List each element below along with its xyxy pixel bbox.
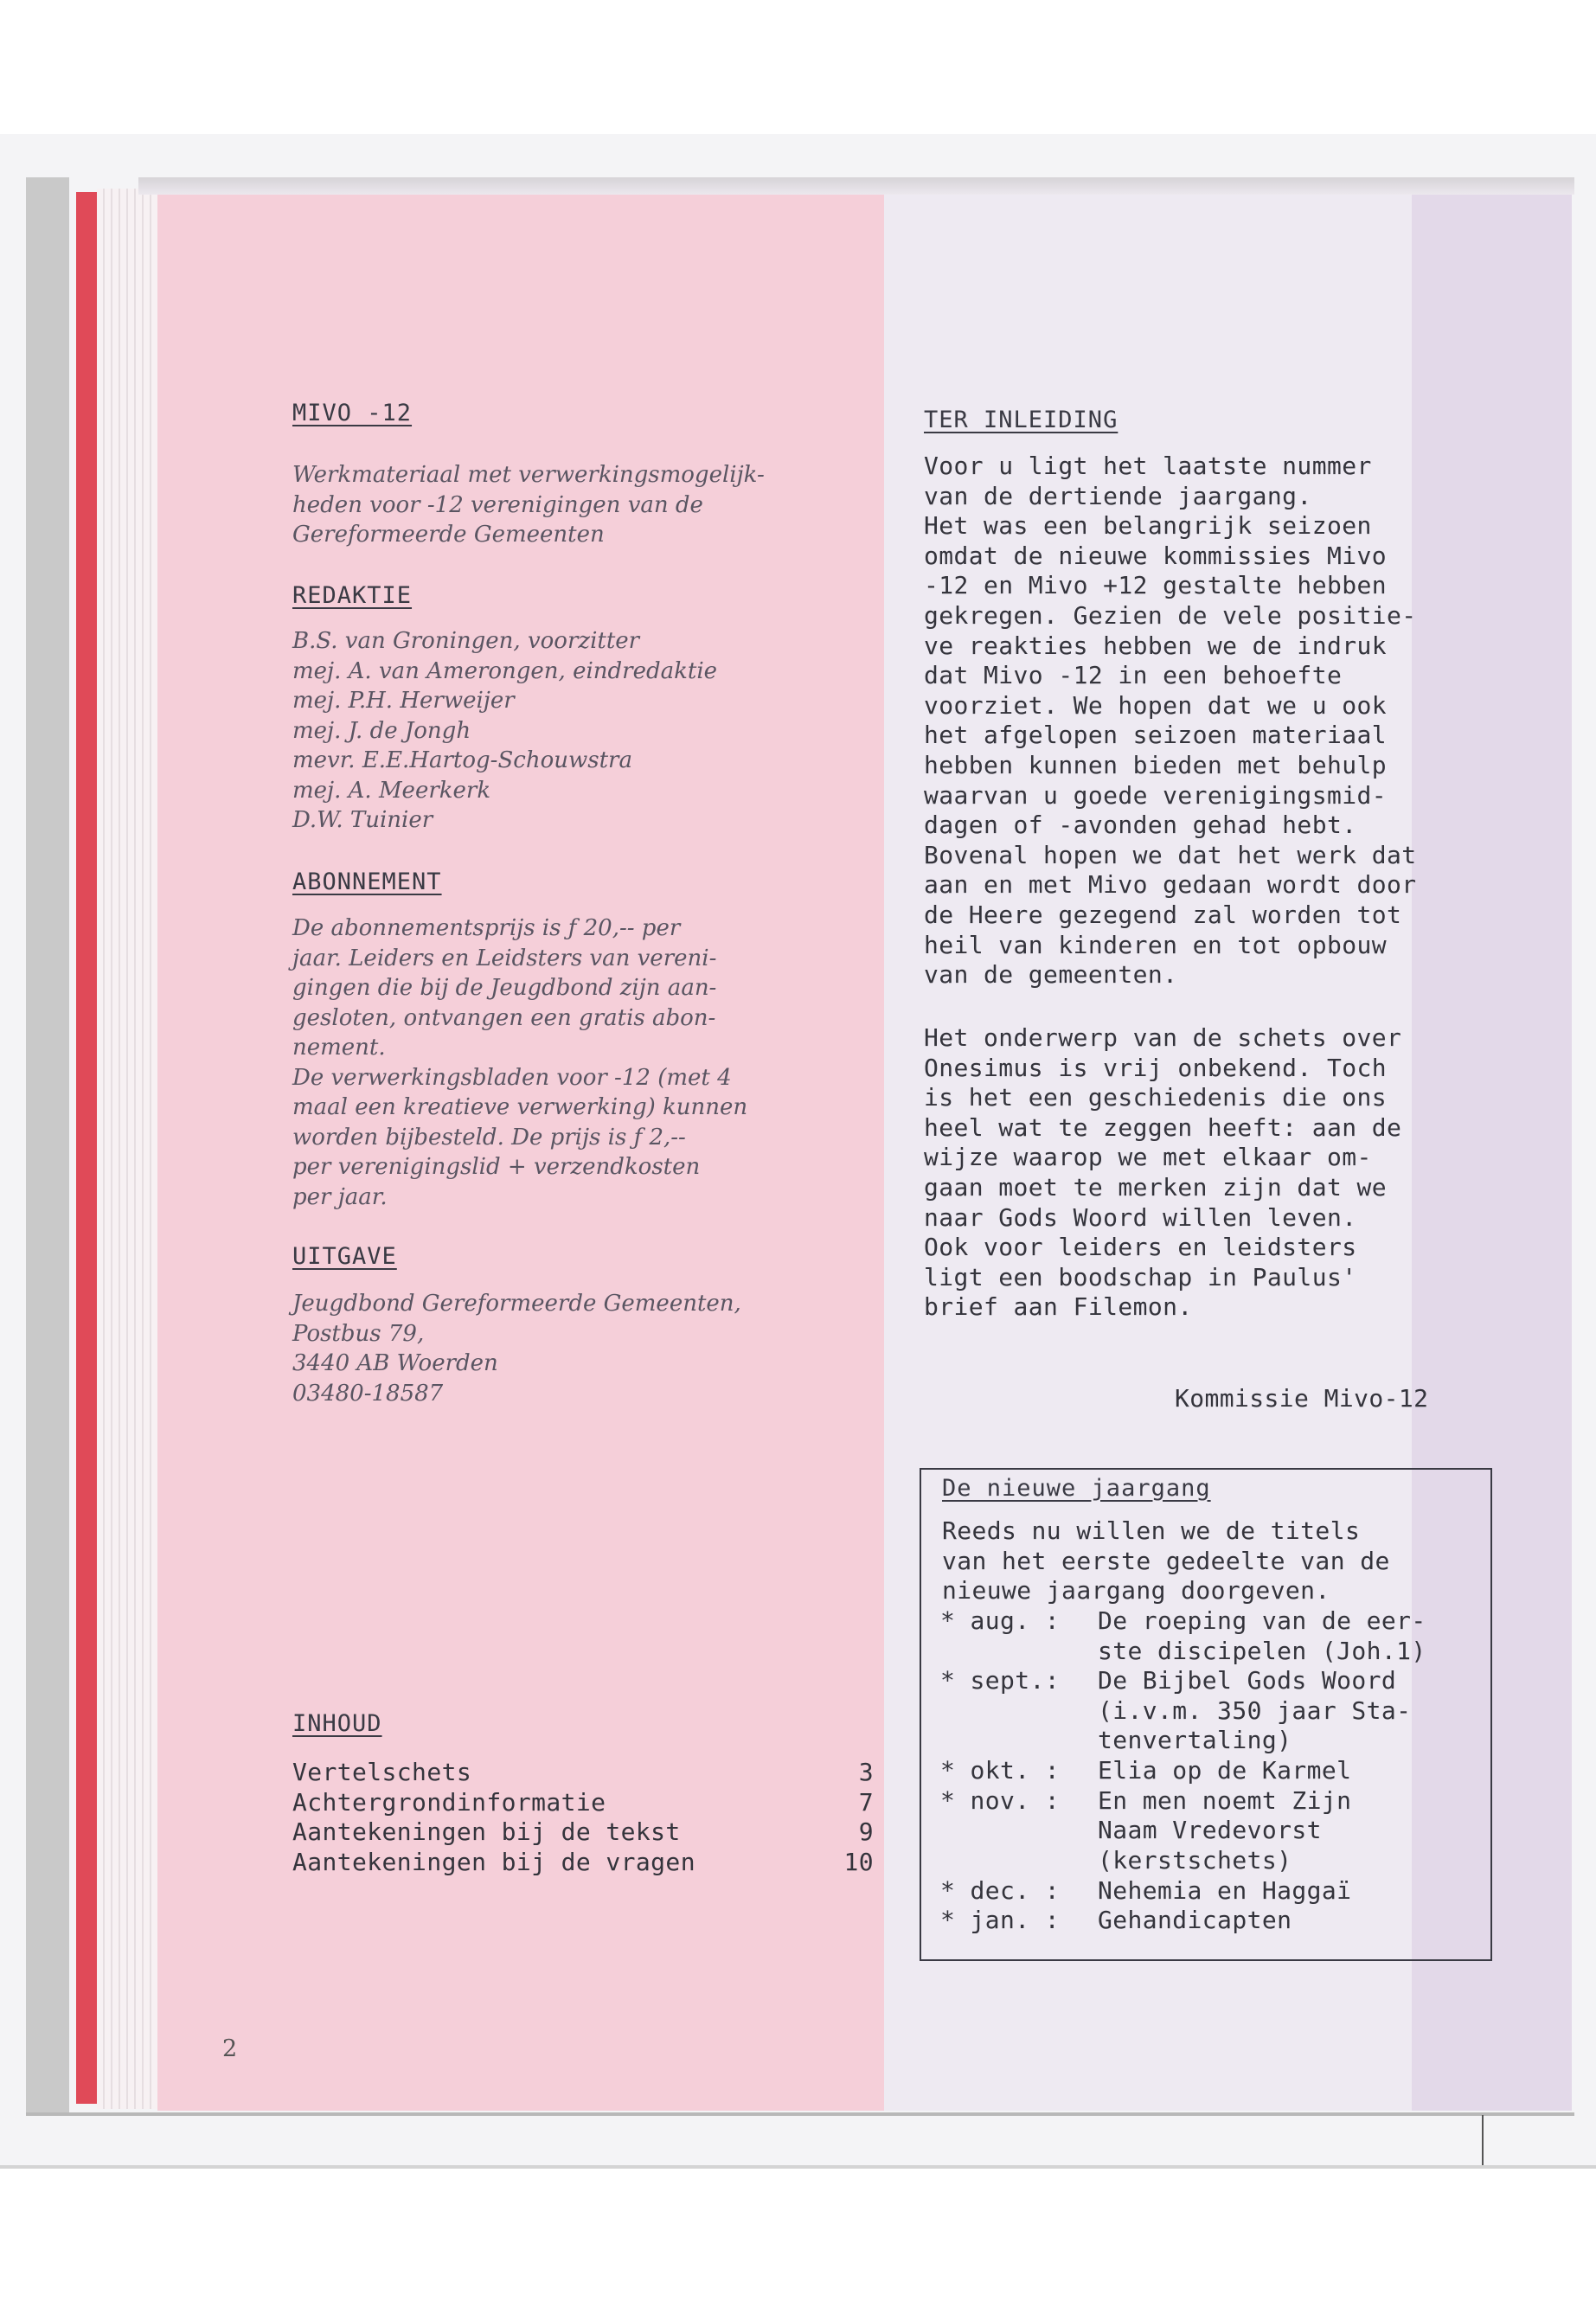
schedule-title: Gehandicapten xyxy=(1098,1906,1292,1935)
paragraph-line: ve reakties hebben we de indruk xyxy=(924,631,1387,660)
ter-inleiding-heading: TER INLEIDING xyxy=(924,407,1118,433)
paragraph-line: Het onderwerp van de schets over xyxy=(924,1023,1402,1052)
schedule-item xyxy=(940,1666,1426,1756)
paragraph-line: aan en met Mivo gedaan wordt door xyxy=(924,870,1417,900)
abonnement-line: per verenigingslid + verzendkosten xyxy=(292,1154,701,1180)
abonnement-line: worden bijbesteld. De prijs is ƒ 2,-- xyxy=(292,1124,686,1150)
redaktie-list xyxy=(292,626,717,836)
abonnement-line: maal een kreatieve verwerking) kunnen xyxy=(292,1094,748,1120)
table-of-contents xyxy=(292,1758,874,1877)
abonnement-line: De abonnementsprijs is ƒ 20,-- per xyxy=(292,915,681,941)
abonnement-text xyxy=(292,913,747,1212)
paragraph-line: van de gemeenten. xyxy=(924,960,1178,990)
paragraph-line: naar Gods Woord willen leven. xyxy=(924,1202,1357,1232)
paragraph-line: gaan moet te merken zijn dat we xyxy=(924,1172,1387,1202)
box-title: De nieuwe jaargang xyxy=(942,1475,1211,1502)
box-intro-line: nieuwe jaargang doorgeven. xyxy=(942,1576,1330,1606)
book-binding-edge xyxy=(26,177,69,2115)
toc-page: 9 xyxy=(858,1817,874,1847)
toc-page: 7 xyxy=(858,1787,874,1817)
top-page-strip xyxy=(138,177,1574,195)
red-page-edge xyxy=(76,192,97,2104)
paragraph-line: Het was een belangrijk seizoen xyxy=(924,511,1372,541)
bottom-page-edge xyxy=(26,2112,1574,2116)
scan-bottom-border xyxy=(0,2165,1596,2169)
title-line: De roeping van de eer- xyxy=(1098,1606,1426,1635)
paragraph-line: voorziet. We hopen dat we u ook xyxy=(924,690,1387,720)
paragraph-line: Onesimus is vrij onbekend. Toch xyxy=(924,1053,1387,1082)
schedule-title xyxy=(1098,1786,1351,1876)
schedule-month: * jan. : xyxy=(940,1906,1061,1935)
intro-text xyxy=(292,460,765,550)
toc-label: Achtergrondinformatie xyxy=(292,1787,606,1817)
mivo-heading: MIVO -12 xyxy=(292,400,413,426)
schedule-month: * dec. : xyxy=(940,1875,1061,1905)
schedule-title: Elia op de Karmel xyxy=(1098,1756,1352,1785)
title-line: tenvertaling) xyxy=(1098,1726,1292,1755)
toc-label: Aantekeningen bij de tekst xyxy=(292,1817,681,1847)
uitgave-address xyxy=(292,1289,741,1408)
abonnement-line: gingen die bij de Jeugdbond zijn aan- xyxy=(292,975,717,1001)
paragraph-line: Bovenal hopen we dat het werk dat xyxy=(924,840,1417,869)
paragraph-line: brief aan Filemon. xyxy=(924,1292,1193,1322)
uitgave-heading: UITGAVE xyxy=(292,1243,397,1270)
paragraph-line: hebben kunnen bieden met behulp xyxy=(924,750,1387,779)
toc-page: 3 xyxy=(858,1758,874,1786)
abonnement-line: De verwerkingsbladen voor -12 (met 4 xyxy=(292,1064,732,1091)
page-stack-edges xyxy=(97,189,157,2109)
paragraph-line: ligt een boodschap in Paulus' xyxy=(924,1262,1357,1292)
intro-line: Werkmateriaal met verwerkingsmogelijk- xyxy=(292,462,765,488)
redaktie-member: B.S. van Groningen, voorzitter xyxy=(292,628,640,654)
redaktie-member: mevr. E.E.Hartog-Schouwstra xyxy=(292,747,632,773)
paragraph-line: het afgelopen seizoen materiaal xyxy=(924,721,1387,750)
title-line: ste discipelen (Joh.1) xyxy=(1098,1636,1426,1665)
abonnement-line: gesloten, ontvangen een gratis abon- xyxy=(292,1004,716,1031)
redaktie-member: mej. A. van Amerongen, eindredaktie xyxy=(292,657,718,684)
schedule-title xyxy=(1098,1666,1411,1756)
paragraph-line: heil van kinderen en tot opbouw xyxy=(924,930,1387,959)
paragraph-line: waarvan u goede verenigingsmid- xyxy=(924,780,1387,810)
title-line: De Bijbel Gods Woord xyxy=(1098,1666,1397,1695)
box-intro xyxy=(942,1516,1390,1606)
abonnement-line: nement. xyxy=(292,1035,386,1061)
redaktie-member: mej. P.H. Herweijer xyxy=(292,688,515,714)
title-line: Naam Vredevorst xyxy=(1098,1816,1322,1845)
paragraph-line: van de dertiende jaargang. xyxy=(924,481,1312,510)
schedule-item xyxy=(940,1786,1426,1876)
edge-mark xyxy=(1482,2115,1484,2165)
redaktie-member: mej. A. Meerkerk xyxy=(292,777,491,804)
schedule-month: * sept.: xyxy=(940,1666,1061,1695)
schedule-item xyxy=(940,1606,1426,1666)
paragraph-line: dat Mivo -12 in een behoefte xyxy=(924,661,1343,690)
toc-entry xyxy=(292,1817,874,1848)
schedule-month: * aug. : xyxy=(940,1606,1061,1635)
schedule-title xyxy=(1098,1606,1426,1666)
abonnement-line: jaar. Leiders en Leidsters van vereni- xyxy=(292,945,717,971)
address-line: 3440 AB Woerden xyxy=(292,1350,498,1376)
signature: Kommissie Mivo-12 xyxy=(1175,1384,1429,1413)
paragraph-line: de Heere gezegend zal worden tot xyxy=(924,900,1402,929)
redaktie-heading: REDAKTIE xyxy=(292,582,413,609)
title-line: (kerstschets) xyxy=(1098,1845,1292,1875)
redaktie-member: mej. J. de Jongh xyxy=(292,717,471,744)
title-line: (i.v.m. 350 jaar Sta- xyxy=(1098,1695,1412,1725)
inhoud-heading: INHOUD xyxy=(292,1710,382,1737)
address-line: Postbus 79, xyxy=(292,1320,425,1347)
toc-entry xyxy=(292,1848,874,1878)
paragraph-line: dagen of -avonden gehad hebt. xyxy=(924,811,1357,840)
paragraph-line: Ook voor leiders en leidsters xyxy=(924,1233,1357,1262)
schedule-month: * nov. : xyxy=(940,1785,1061,1815)
paragraph-line: wijze waarop we met elkaar om- xyxy=(924,1143,1372,1172)
intro-paragraph xyxy=(924,452,1417,990)
toc-label: Aantekeningen bij de vragen xyxy=(292,1847,695,1876)
schedule-item xyxy=(940,1876,1426,1907)
toc-entry xyxy=(292,1788,874,1818)
toc-entry xyxy=(292,1758,874,1788)
box-intro-line: Reeds nu willen we de titels xyxy=(942,1516,1361,1545)
paragraph-line: -12 en Mivo +12 gestalte hebben xyxy=(924,571,1387,600)
schedule-list xyxy=(940,1606,1426,1936)
paragraph-line: Voor u ligt het laatste nummer xyxy=(924,452,1372,480)
schedule-month: * okt. : xyxy=(940,1756,1061,1785)
schedule-item xyxy=(940,1906,1426,1936)
box-intro-line: van het eerste gedeelte van de xyxy=(942,1546,1390,1575)
paragraph-line: heel wat te zeggen heeft: aan de xyxy=(924,1112,1402,1142)
abonnement-line: per jaar. xyxy=(292,1183,388,1210)
abonnement-heading: ABONNEMENT xyxy=(292,868,442,895)
paragraph-line: is het een geschiedenis die ons xyxy=(924,1083,1387,1112)
redaktie-member: D.W. Tuinier xyxy=(292,807,433,833)
intro-line: heden voor -12 verenigingen van de xyxy=(292,491,703,518)
subject-paragraph xyxy=(924,1023,1401,1323)
address-line: Jeugdbond Gereformeerde Gemeenten, xyxy=(292,1291,741,1317)
title-line: En men noemt Zijn xyxy=(1098,1785,1352,1815)
schedule-title: Nehemia en Haggaï xyxy=(1098,1875,1352,1905)
schedule-item xyxy=(940,1756,1426,1786)
address-line: 03480-18587 xyxy=(292,1380,444,1407)
intro-line: Gereformeerde Gemeenten xyxy=(292,522,605,548)
paragraph-line: omdat de nieuwe kommissies Mivo xyxy=(924,541,1387,570)
paragraph-line: gekregen. Gezien de vele positie- xyxy=(924,600,1417,630)
toc-label: Vertelschets xyxy=(292,1758,472,1786)
toc-page: 10 xyxy=(843,1847,874,1876)
page-number: 2 xyxy=(222,2035,238,2062)
